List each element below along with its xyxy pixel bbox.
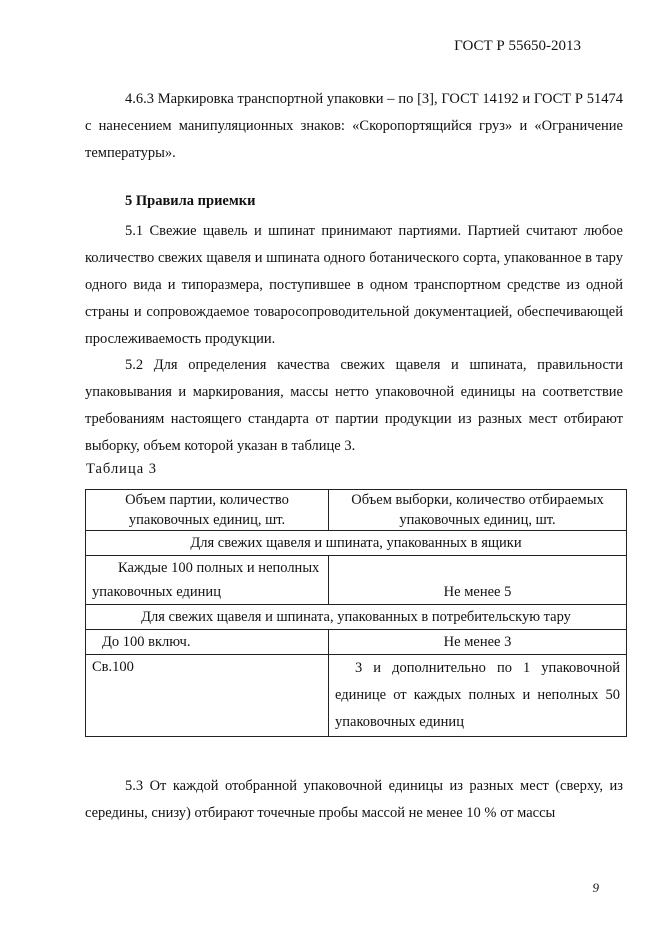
table-cell: 3 и дополнительно по 1 упаковочной единице от каждых полных и неполных 50 упаковочных единиц: [329, 655, 627, 737]
table-cell: До 100 включ.: [86, 630, 329, 655]
section-heading: 5 Правила приемки: [125, 193, 256, 209]
paragraph-5-2: 5.2 Для определения качества свежих щавеля и шпината, правильности упаковывания и маркирования, массы нетто упаковочной единицы на соответствие требованиям настоящего стандарта от партии продукции из разных мест отбирают выборку, объем которой указан в таблице 3.: [85, 357, 623, 454]
table-cell-text: Каждые 100 полных и неполных упаковочных единиц: [92, 560, 320, 600]
paragraph-5-3: 5.3 От каждой отобранной упаковочной единицы из разных мест (сверху, из середины, снизу) отбирают точечные пробы массой не менее 10 % от массы: [85, 778, 623, 821]
table-section-label: Для свежих щавеля и шпината, упакованных в потребительскую тару: [86, 605, 627, 630]
table-row: [86, 655, 627, 737]
document-header: ГОСТ Р 55650-2013: [454, 38, 581, 54]
table-cell: Св.100: [86, 655, 329, 737]
sampling-table: [85, 489, 627, 737]
table-section-label: Для свежих щавеля и шпината, упакованных в ящики: [86, 531, 627, 556]
table-header-row: [86, 490, 627, 531]
table-section-row: [86, 531, 627, 556]
table-cell: Не менее 5: [329, 556, 627, 605]
table-cell: [86, 556, 329, 605]
table-row: [86, 556, 627, 605]
table-cell: Не менее 3: [329, 630, 627, 655]
table-caption: Таблица 3: [86, 461, 158, 477]
page-number: 9: [592, 880, 599, 895]
paragraph-5-1: 5.1 Свежие щавель и шпинат принимают партиями. Партией считают любое количество свежих щавеля и шпината одного ботанического сорта, упакованное в тару одного вида и типоразмера, поступившее в одном транспортном средстве из одной страны и сопровождаемое товаросопроводительной документацией, обеспечивающей прослеживаемость продукции.: [85, 223, 623, 347]
table-row: [86, 630, 627, 655]
table-header-cell: Объем выборки, количество отбираемых упаковочных единиц, шт.: [329, 490, 627, 531]
table-section-row: [86, 605, 627, 630]
paragraph-4-6-3: 4.6.3 Маркировка транспортной упаковки – по [3], ГОСТ 14192 и ГОСТ Р 51474 с нанесением манипуляционных знаков: «Скоропортящийся груз» и «Ограничение температуры».: [85, 91, 623, 161]
table-header-cell: Объем партии, количество упаковочных единиц, шт.: [86, 490, 329, 531]
